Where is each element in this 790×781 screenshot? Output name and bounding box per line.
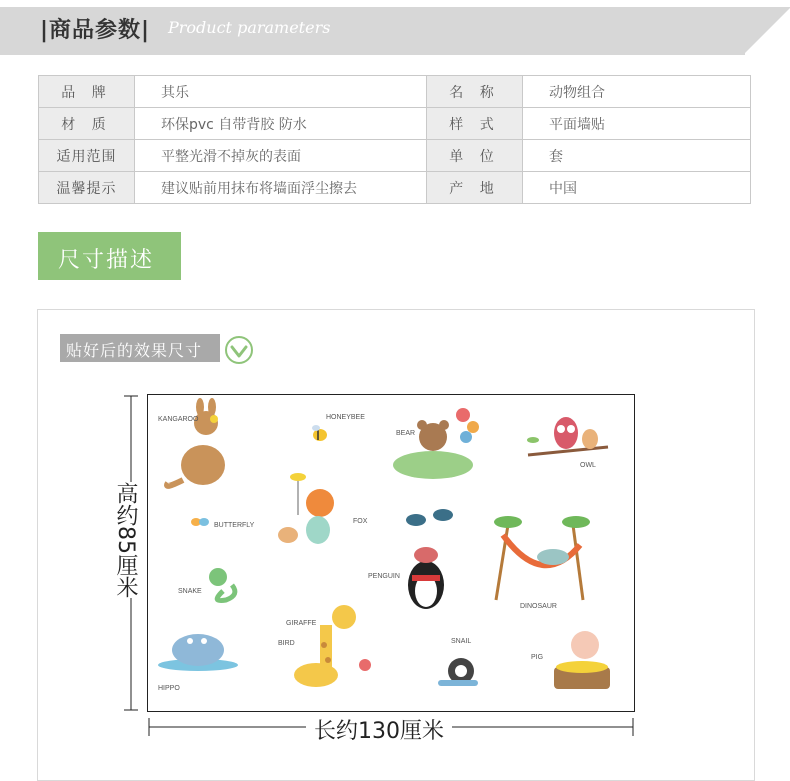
bear-plane-illustration xyxy=(393,408,479,479)
pig-illustration xyxy=(554,631,610,689)
hippo-illustration xyxy=(158,634,238,671)
kangaroo-illustration xyxy=(167,398,225,486)
fox-illustration xyxy=(278,473,334,544)
dinosaur-hammock-illustration xyxy=(494,516,590,600)
param-value: 平整光滑不掉灰的表面 xyxy=(135,140,427,172)
butterfly-illustration xyxy=(191,518,209,526)
animal-label: BIRD xyxy=(278,640,295,647)
param-key: 产 地 xyxy=(427,172,523,204)
animal-label: BUTTERFLY xyxy=(214,522,255,529)
param-value: 动物组合 xyxy=(523,76,751,108)
param-value: 中国 xyxy=(523,172,751,204)
animal-label: SNAIL xyxy=(451,638,472,645)
param-key: 适用范围 xyxy=(39,140,135,172)
table-row xyxy=(39,108,751,140)
page-title: |商品参数| xyxy=(40,18,151,43)
param-value: 环保pvc 自带背胶 防水 xyxy=(135,108,427,140)
animal-label: DINOSAUR xyxy=(520,603,557,610)
param-value: 建议贴前用抹布将墙面浮尘擦去 xyxy=(135,172,427,204)
animal-label: SNAKE xyxy=(178,588,202,595)
param-key: 材 质 xyxy=(39,108,135,140)
header-notch xyxy=(745,7,790,55)
params-table xyxy=(38,75,751,204)
width-label: 长约130厘米 xyxy=(306,714,452,745)
table-row xyxy=(39,140,751,172)
animal-label: BEAR xyxy=(396,430,416,437)
param-value: 平面墙贴 xyxy=(523,108,751,140)
animal-label: PIG xyxy=(531,654,544,661)
page-subtitle: Product parameters xyxy=(168,18,331,37)
section-title: 尺寸描述 xyxy=(58,248,155,273)
animal-label: FOX xyxy=(353,518,368,525)
animal-label: HONEYBEE xyxy=(326,414,365,421)
animal-label: GIRAFFE xyxy=(286,620,317,627)
param-value: 其乐 xyxy=(135,76,427,108)
animal-label: KANGAROO xyxy=(158,416,199,423)
check-circle-icon xyxy=(224,335,254,365)
sub-tag-label: 贴好后的效果尺寸 xyxy=(66,341,203,360)
snail-illustration xyxy=(438,658,478,686)
param-key: 品 牌 xyxy=(39,76,135,108)
param-key: 单 位 xyxy=(427,140,523,172)
table-row xyxy=(39,76,751,108)
param-value: 套 xyxy=(523,140,751,172)
animal-label: HIPPO xyxy=(158,685,180,692)
snake-illustration xyxy=(209,568,235,601)
height-label xyxy=(106,482,144,598)
animal-label: PENGUIN xyxy=(368,573,400,580)
owls-illustration xyxy=(527,417,608,455)
param-key: 样 式 xyxy=(427,108,523,140)
table-row xyxy=(39,172,751,204)
animal-mural-image xyxy=(147,394,635,712)
param-key: 名 称 xyxy=(427,76,523,108)
giraffe-illustration xyxy=(294,605,371,687)
penguin-illustration xyxy=(406,509,453,609)
honeybee-illustration xyxy=(312,425,327,441)
param-key: 温馨提示 xyxy=(39,172,135,204)
animal-label: OWL xyxy=(580,462,596,469)
height-label-text: 高约85厘米 xyxy=(113,482,138,598)
